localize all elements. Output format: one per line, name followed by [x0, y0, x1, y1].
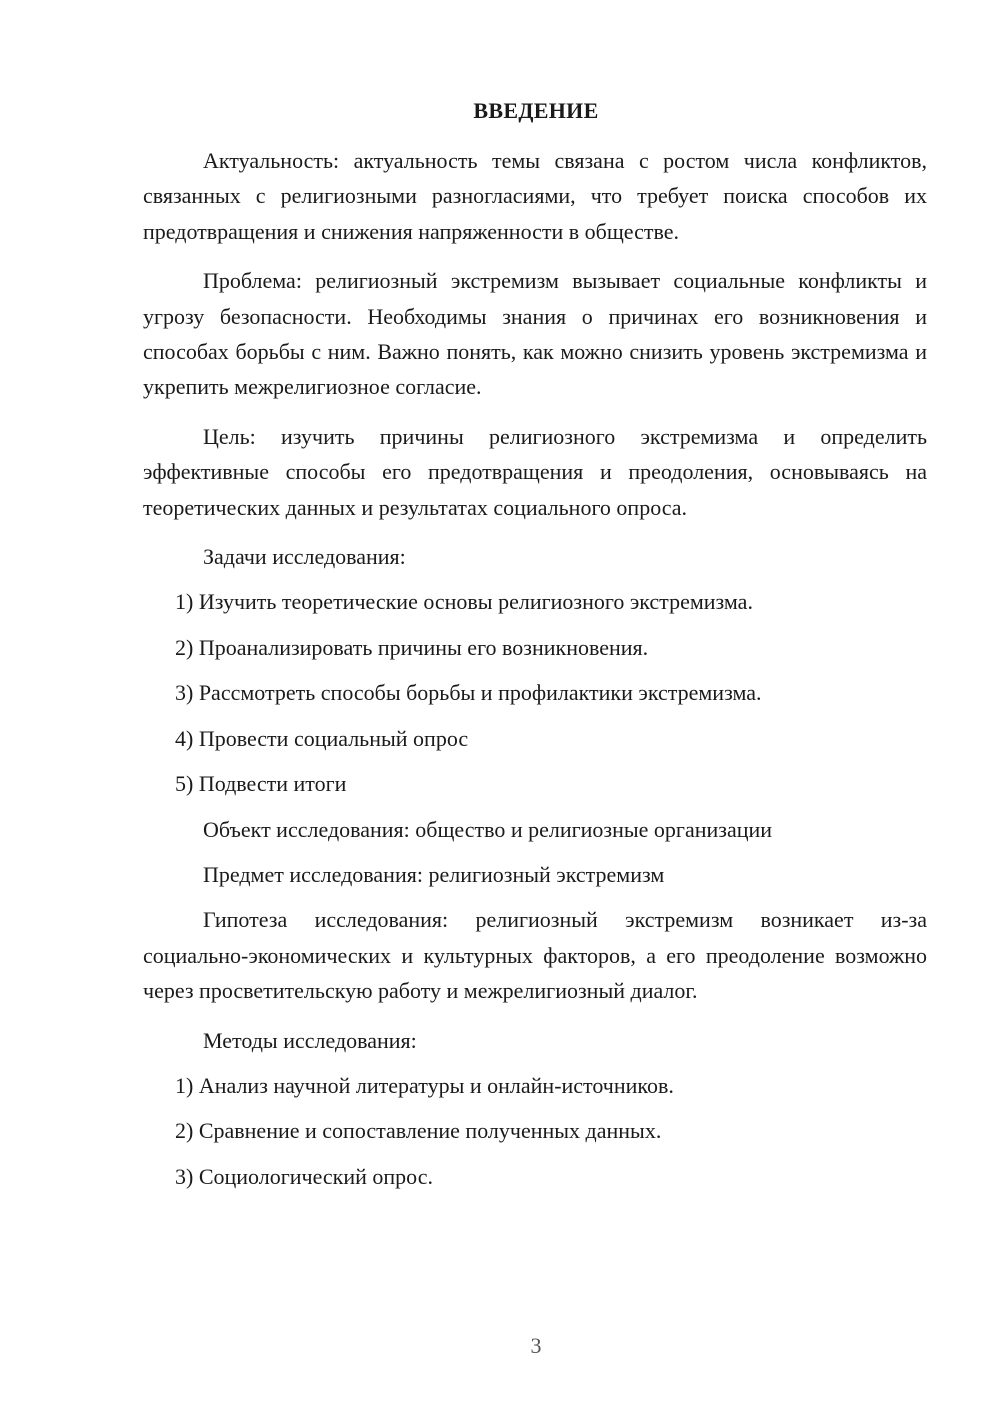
page-number: 3: [530, 1333, 542, 1358]
task-item: 4) Провести социальный опрос: [175, 725, 469, 751]
task-item: 5) Подвести итоги: [175, 771, 347, 797]
page-title: ВВЕДЕНИЕ: [473, 98, 599, 123]
document-body: [143, 143, 927, 1204]
task-item: 2) Проанализировать причины его возникновения.: [175, 634, 649, 660]
hypothesis-paragraph: Гипотеза исследования: религиозный экстремизм возникает из-за социально-экономических и культурных факторов, а его преодоление возможно через просветительскую работу и межрелигиозный диалог.: [143, 907, 927, 1004]
method-item: 2) Сравнение и сопоставление полученных данных.: [175, 1118, 662, 1144]
task-item: 3) Рассмотреть способы борьбы и профилактики экстремизма.: [175, 680, 762, 706]
research-object: Объект исследования: общество и религиозные организации: [203, 816, 773, 842]
method-item: 3) Социологический опрос.: [175, 1163, 433, 1189]
method-item: 1) Анализ научной литературы и онлайн-источников.: [175, 1072, 674, 1098]
task-item: 1) Изучить теоретические основы религиозного экстремизма.: [175, 589, 753, 615]
methods-heading: Методы исследования:: [203, 1027, 417, 1053]
tasks-heading: Задачи исследования:: [203, 544, 406, 570]
relevance-paragraph: Актуальность: актуальность темы связана с ростом числа конфликтов, связанных с религиозными разногласиями, что требует поиска способов их предотвращения и снижения напряженности в обществе.: [143, 148, 927, 244]
problem-paragraph: Проблема: религиозный экстремизм вызывает социальные конфликты и угрозу безопасности. Необходимы знания о причинах его возникновения и способах борьбы с ним. Важно понять, как можно снизить уровень экстремизма и укрепить межрелигиозное согласие.: [143, 268, 927, 400]
goal-paragraph: Цель: изучить причины религиозного экстремизма и определить эффективные способы его предотвращения и преодоления, основываясь на теоретических данных и результатах социального опроса.: [143, 423, 927, 520]
research-subject: Предмет исследования: религиозный экстремизм: [203, 861, 665, 887]
